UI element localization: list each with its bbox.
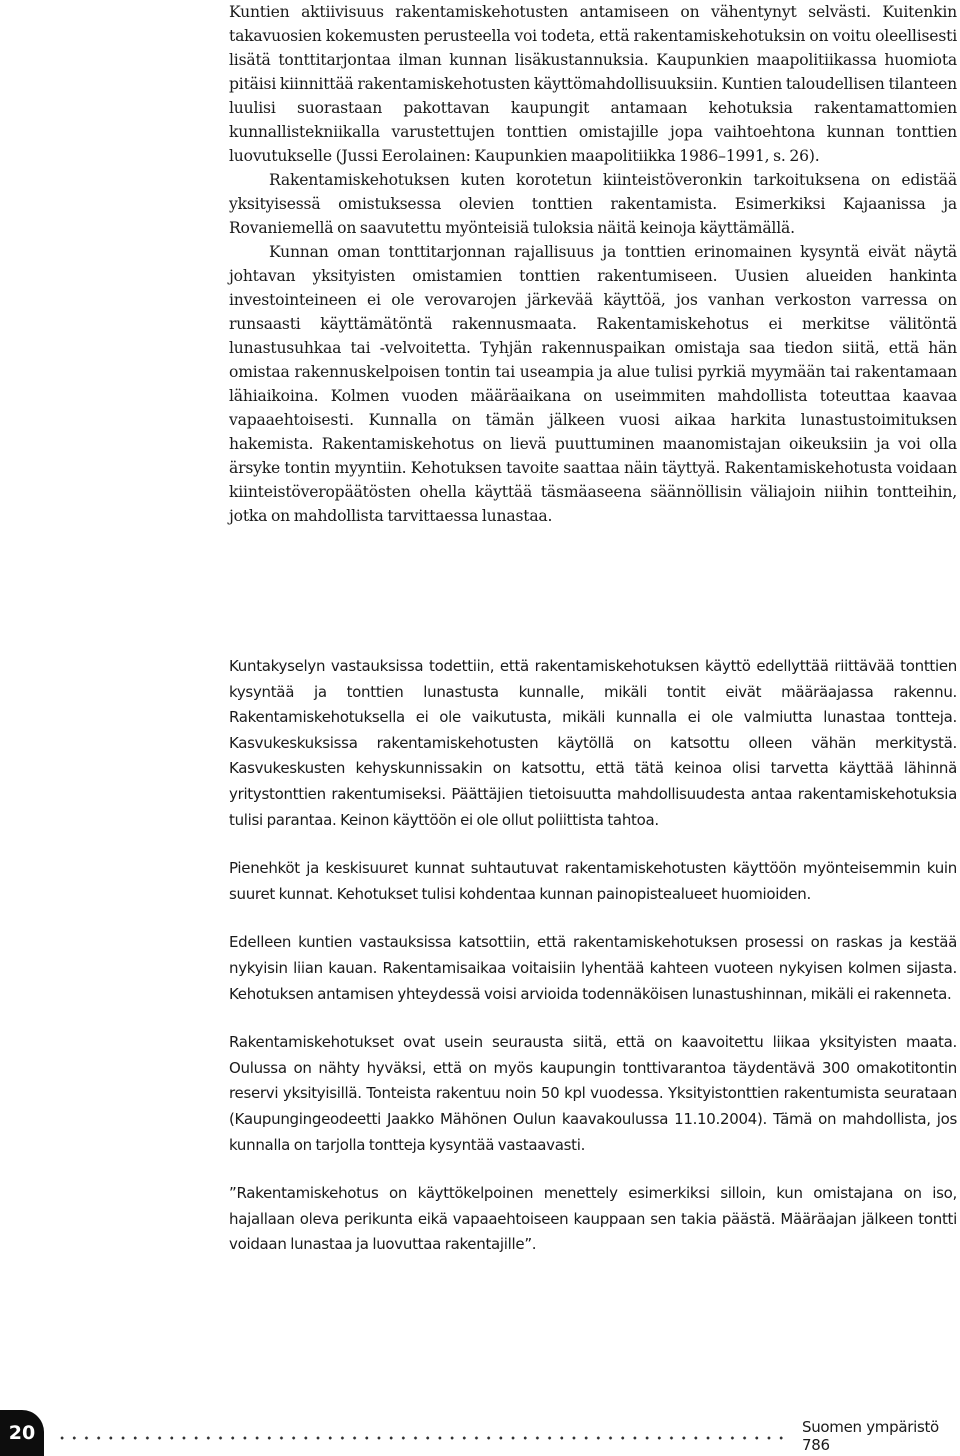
paragraph: Rakentamiskehotuksen kuten korotetun kiinteistöveronkin tarkoituksena on edistää yksityisessä omistuksessa olevien tonttien rakentamista. Esimerkiksi Kajaanissa ja Rovaniemellä on saavutettu myönteisiä tuloksia näitä keinoja käyttämällä. [229,171,957,237]
paragraph: Kuntien aktiivisuus rakentamiskehotusten antamiseen on vähentynyt selvästi. Kuitenkin takavuosien kokemusten perusteella voi todeta, että rakentamiskehotuksin on voitu oleellisesti lisätä tonttitarjontaa ilman kunnan lisäkustannuksia. Kaupunkien maapolitiikassa huomiota pitäisi kiinnittää rakentamiskehotusten käyttömahdollisuuksiin. Kuntien taloudellisen tilanteen luulisi suorastaan pakottavan kaupungit antamaan kehotuksia rakentamattomien kunnallistekniikalla varustettujen tonttien omistajille jopa vaihtoehtona kunnan tonttien luovutukselle (Jussi Eerolainen: Kaupunkien maapolitiikka 1986–1991, s. 26). [229,3,957,165]
paragraph: Rakentamiskehotukset ovat usein seurausta siitä, että on kaavoitettu liikaa yksityisten maata. Oulussa on nähty hyväksi, että on myös kaupungin tonttivarantoa täydentävä 300 omakotitontin reservi yksityisillä. Tonteista rakentuu noin 50 kpl vuodessa. Yksityistonttien rakentumista seurataan (Kaupungingeodeetti Jaakko Mähönen Oulun kaavakoulussa 11.10.2004). Tämä on mahdollista, jos kunnalla on tarjolla tontteja kysyntää vastaavasti. [229,1033,957,1154]
page-number: 20 [0,1410,44,1456]
quote-paragraph: ”Rakentamiskehotus on käyttökelpoinen menettely esimerkiksi silloin, kun omistajana on iso, hajallaan oleva perikunta eikä vapaaehtoiseen kauppaan sen takia päästä. Määräajan jälkeen tontti voidaan lunastaa ja luovuttaa rakentajille”. [229,1184,957,1254]
publication-name: Suomen ympäristö 786 [802,1418,939,1454]
paragraph: Edelleen kuntien vastauksissa katsottiin, että rakentamiskehotuksen prosessi on raskas ja kestää nykyisin liian kauan. Rakentamisaikaa voitaisiin lyhentää kahteen vuoteen nykyisen kolmen sijasta. Kehotuksen antamisen yhteydessä voisi arvioida todennäköisen lunastushinnan, mikäli ei rakenneta. [229,933,957,1003]
page-footer [0,1410,960,1456]
serif-text-section [229,0,957,528]
paragraph: Pienehköt ja keskisuuret kunnat suhtautuvat rakentamiskehotusten käyttöön myönteisemmin kuin suuret kunnat. Kehotukset tulisi kohdentaa kunnan painopistealueet huomioiden. [229,859,957,903]
dotted-leader [56,1436,790,1440]
paragraph: Kuntakyselyn vastauksissa todettiin, että rakentamiskehotuksen käyttö edellyttää riittävää tonttien kysyntää ja tonttien lunastusta kunnalle, mikäli tontit eivät määräajassa rakennu. Rakentamiskehotuksella ei ole vaikutusta, mikäli kunnalla ei ole valmiutta lunastaa tontteja. Kasvukeskuksissa rakentamiskehotusten käytöllä on katsottu olleen vähän merkitystä. Kasvukeskusten kehyskunnissakin on katsottu, että tätä keinoa olisi tarvetta käyttää lähinnä yritystonttien rakentumiseksi. Päättäjien tietoisuutta mahdollisuudesta antaa rakentamiskehotuksia tulisi parantaa. Keinon käyttöön ei ole ollut poliittista tahtoa. [229,657,957,829]
paragraph: Kunnan oman tonttitarjonnan rajallisuus ja tonttien erinomainen kysyntä eivät näytä johtavan yksityisten omistamien tonttien rakentumiseen. Uusien alueiden hankinta investointeineen ei ole verovarojen järkevää käyttöä, jos vanhan verkoston varressa on runsaasti käyttämätöntä rakennusmaata. Rakentamiskehotus ei merkitse välitöntä lunastusuhkaa tai -velvoitetta. Tyhjän rakennuspaikan omistaja saa tiedon siitä, että hän omistaa rakennuskelpoisen tontin tai useampia ja alue tulisi pyrkiä myymään tai rakentamaan lähiaikoina. Kolmen vuoden määräaikana on useimmiten mahdollista toteuttaa kaavaa vapaaehtoisesti. Kunnalla on tämän jälkeen vuosi aikaa harkita lunastustoimituksen hakemista. Rakentamiskehotus on lievä puuttuminen maanomistajan oikeuksiin ja voi olla ärsyke tontin myyntiin. Kehotuksen tavoite saattaa näin täyttyä. Rakentamiskehotusta voidaan kiinteistöveropäätösten ohella käyttää täsmäaseena säännöllisin väliajoin niihin tontteihin, jotka on mahdollista tarvittaessa lunastaa. [229,243,957,525]
survey-results-section [229,654,957,1281]
